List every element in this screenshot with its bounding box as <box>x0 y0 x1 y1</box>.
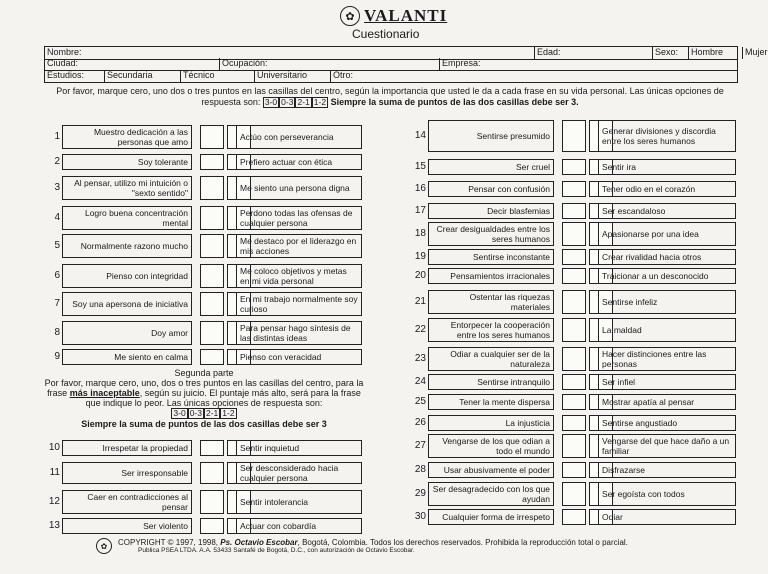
score-box-left[interactable] <box>200 125 224 149</box>
score-box-left[interactable] <box>200 440 224 456</box>
ciudad-field[interactable]: Ciudad: <box>45 58 220 70</box>
otro-field[interactable]: Otro: <box>333 70 354 80</box>
item-left-phrase: Cualquier forma de irrespeto <box>428 509 554 525</box>
footer-copyright: COPYRIGHT © 1997, 1998, <box>118 538 219 547</box>
estudios-label: Estudios: <box>45 70 105 82</box>
item-right-phrase: Apasionarse por una idea <box>598 222 736 246</box>
item-right-phrase: Generar divisiones y discordia entre los seres humanos <box>598 120 736 152</box>
footer-author: Ps. Octavio Escobar <box>220 538 298 547</box>
item-left-phrase: Ser cruel <box>428 159 554 175</box>
ocupacion-field[interactable]: Ocupación: <box>220 58 440 70</box>
item-right-phrase: Hacer distinciones entre las personas <box>598 347 736 371</box>
secundaria-option[interactable]: Secundaria <box>105 70 181 82</box>
score-box-left[interactable] <box>200 292 224 316</box>
item-number: 1 <box>54 131 60 142</box>
item-right-phrase: Sentir intolerancia <box>236 490 362 514</box>
item-number: 5 <box>54 240 60 251</box>
item-number: 29 <box>414 488 426 499</box>
item-right-phrase: Me coloco objetivos y metas en mi vida personal <box>236 264 362 288</box>
hombre-option[interactable]: Hombre <box>689 47 743 59</box>
item-left-phrase: Pensamientos irracionales <box>428 268 554 284</box>
item-left-phrase: Tener la mente dispersa <box>428 394 554 410</box>
item-number: 27 <box>414 440 426 451</box>
footer <box>96 538 628 554</box>
universitario-option[interactable]: Universitario <box>255 70 331 82</box>
item-right-phrase: Pienso con veracidad <box>236 349 362 365</box>
option2-1-2: 1-2 <box>222 408 235 418</box>
item-number: 24 <box>414 376 426 387</box>
score-box-left[interactable] <box>200 462 224 484</box>
edad-field[interactable]: Edad: <box>535 47 653 59</box>
item-number: 21 <box>414 296 426 307</box>
score-box-left[interactable] <box>200 264 224 288</box>
footer-publisher: Publica PSEA LTDA. A.A. 53433 Santafé de Bogotá, D.C., con autorización de Octavio Escobar. <box>138 547 415 554</box>
item-right-phrase: Actuar con cobardía <box>236 518 362 534</box>
item-number: 22 <box>414 324 426 335</box>
option-1-2: 1-2 <box>313 97 327 107</box>
nombre-field[interactable]: Nombre: <box>45 47 535 59</box>
item-right-phrase: Para pensar hago síntesis de las distintas ideas <box>236 321 362 345</box>
item-right-phrase: Vengarse del que hace daño a un familiar <box>598 434 736 458</box>
item-number: 4 <box>54 212 60 223</box>
score-box-left[interactable] <box>200 234 224 258</box>
item-number: 19 <box>414 251 426 262</box>
item-left-phrase: Ser violento <box>62 518 192 534</box>
item-left-phrase: Me siento en calma <box>62 349 192 365</box>
item-right-phrase: En mi trabajo normalmente soy curioso <box>236 292 362 316</box>
score-box-left[interactable] <box>200 349 224 365</box>
score-box-left[interactable] <box>562 181 586 197</box>
item-left-phrase: Ser irresponsable <box>62 462 192 484</box>
score-box-left[interactable] <box>562 415 586 431</box>
score-box-left[interactable] <box>562 249 586 265</box>
part2-line-2b: más inaceptable <box>69 388 140 398</box>
item-left-phrase: Logro buena concentración mental <box>62 206 192 230</box>
item-number: 18 <box>414 228 426 239</box>
option-2-1: 2-1 <box>297 97 310 107</box>
logo <box>340 6 447 26</box>
item-left-phrase: Soy tolerante <box>62 154 192 170</box>
item-right-phrase: Prefiero actuar con ética <box>236 154 362 170</box>
item-right-phrase: Me siento una persona digna <box>236 176 362 200</box>
item-right-phrase: Odiar <box>598 509 736 525</box>
part2-instructions <box>36 368 372 429</box>
item-left-phrase: Normalmente razono mucho <box>62 234 192 258</box>
item-number: 11 <box>49 467 60 478</box>
sexo-label: Sexo: <box>653 47 689 59</box>
item-number: 17 <box>414 205 426 216</box>
score-box-left[interactable] <box>200 176 224 200</box>
item-left-phrase: Crear desigualdades entre los seres humanos <box>428 222 554 246</box>
part1-line-2: respuesta son: <box>201 97 261 107</box>
score-box-left[interactable] <box>562 290 586 314</box>
logo-emblem-icon: ✿ <box>340 6 360 26</box>
item-right-phrase: Disfrazarse <box>598 462 736 478</box>
item-right-phrase: Ser escandaloso <box>598 203 736 219</box>
item-right-phrase: Actúo con perseverancia <box>236 125 362 149</box>
part1-line-3: Siempre la suma de puntos de las dos casillas debe ser 3. <box>330 97 579 107</box>
item-number: 26 <box>414 417 426 428</box>
footer-rights: , Bogotá, Colombia. Todos los derechos reservados. Prohibida la reproducción total o parcial. <box>297 538 628 547</box>
item-left-phrase: Odiar a cualquier ser de la naturaleza <box>428 347 554 371</box>
item-left-phrase: Irrespetar la propiedad <box>62 440 192 456</box>
part2-line-1: Por favor, marque cero, uno, dos o tres puntos en las casillas del centro, para la <box>44 378 364 388</box>
item-right-phrase: Perdono todas las ofensas de cualquier persona <box>236 206 362 230</box>
item-right-phrase: Mostrar apatía al pensar <box>598 394 736 410</box>
item-left-phrase: Doy amor <box>62 321 192 345</box>
tecnico-option[interactable]: Técnico <box>181 70 255 82</box>
part2-line-2a: frase <box>47 388 68 398</box>
header-row-3 <box>44 70 738 83</box>
empresa-field[interactable]: Empresa: <box>442 58 481 68</box>
score-box-left[interactable] <box>200 154 224 170</box>
item-number: 23 <box>414 353 426 364</box>
item-right-phrase: Me destaco por el liderazgo en mis acciones <box>236 234 362 258</box>
part2-line-2c: , según su juicio. El puntaje más alto, será para la frase <box>139 388 361 398</box>
item-right-phrase: Ser desconsiderado hacia cualquier persona <box>236 462 362 484</box>
score-box-left[interactable] <box>562 120 586 152</box>
score-box-left[interactable] <box>200 206 224 230</box>
page-title: Cuestionario <box>352 27 420 41</box>
item-number: 3 <box>54 182 60 193</box>
part2-line-3: que indique lo peor. Las únicas opciones de respuesta son: <box>85 398 323 408</box>
item-right-phrase: Sentirse infeliz <box>598 290 736 314</box>
item-left-phrase: Decir blasfemias <box>428 203 554 219</box>
item-right-phrase: Sentirse angustiado <box>598 415 736 431</box>
score-box-left[interactable] <box>562 203 586 219</box>
item-left-phrase: La injusticia <box>428 415 554 431</box>
item-left-phrase: Soy una apersona de iniciativa <box>62 292 192 316</box>
option2-3-0: 3-0 <box>173 408 186 418</box>
item-left-phrase: Pienso con integridad <box>62 264 192 288</box>
logo-text: VALANTI <box>364 6 448 25</box>
score-box-left[interactable] <box>562 159 586 175</box>
score-box-left[interactable] <box>562 268 586 284</box>
item-number: 13 <box>48 520 60 531</box>
option-0-3: 0-3 <box>281 97 294 107</box>
score-box-left[interactable] <box>562 462 586 478</box>
item-left-phrase: Vengarse de los que odian a todo el mundo <box>428 434 554 458</box>
score-box-left[interactable] <box>562 374 586 390</box>
copyright-emblem-icon: ✿ <box>96 538 112 554</box>
item-right-phrase: Sentir ira <box>598 159 736 175</box>
item-left-phrase: Usar abusivamente el poder <box>428 462 554 478</box>
item-number: 20 <box>414 270 426 281</box>
item-left-phrase: Entorpecer la cooperación entre los seres humanos <box>428 318 554 342</box>
score-box-left[interactable] <box>562 394 586 410</box>
item-number: 12 <box>48 496 60 507</box>
item-number: 15 <box>414 161 426 172</box>
item-left-phrase: Caer en contradicciones al pensar <box>62 490 192 514</box>
item-left-phrase: Sentirse presumido <box>428 120 554 152</box>
item-number: 14 <box>414 130 426 141</box>
score-box-left[interactable] <box>562 222 586 246</box>
item-number: 6 <box>54 270 60 281</box>
score-box-left[interactable] <box>200 490 224 514</box>
item-left-phrase: Ser desagradecido con los que ayudan <box>428 482 554 506</box>
item-right-phrase: Traicionar a un desconocido <box>598 268 736 284</box>
part1-line-1: Por favor, marque cero, uno dos o tres puntos en las casillas del centro, según la importancia que usted le da a cada frase en su vida personal. Las únicas opciones de <box>56 86 724 96</box>
item-right-phrase: Sentir inquietud <box>236 440 362 456</box>
score-box-left[interactable] <box>562 509 586 525</box>
option-3-0: 3-0 <box>264 97 278 107</box>
item-number: 8 <box>54 327 60 338</box>
item-right-phrase: Ser egoísta con todos <box>598 482 736 506</box>
score-box-left[interactable] <box>562 347 586 371</box>
item-left-phrase: Pensar con confusión <box>428 181 554 197</box>
item-right-phrase: Ser infiel <box>598 374 736 390</box>
item-left-phrase: Muestro dedicación a las personas que amo <box>62 125 192 149</box>
score-box-left[interactable] <box>200 321 224 345</box>
item-right-phrase: Tener odio en el corazón <box>598 181 736 197</box>
item-right-phrase: La maldad <box>598 318 736 342</box>
item-right-phrase: Crear rivalidad hacia otros <box>598 249 736 265</box>
item-number: 2 <box>54 156 60 167</box>
option2-2-1: 2-1 <box>206 408 219 418</box>
item-number: 28 <box>414 464 426 475</box>
item-number: 16 <box>414 183 426 194</box>
item-left-phrase: Sentirse inconstante <box>428 249 554 265</box>
item-number: 9 <box>54 351 60 362</box>
item-left-phrase: Sentirse intranquilo <box>428 374 554 390</box>
score-box-left[interactable] <box>562 482 586 506</box>
item-number: 10 <box>48 442 60 453</box>
item-number: 7 <box>54 298 60 309</box>
score-box-left[interactable] <box>562 434 586 458</box>
item-number: 25 <box>414 396 426 407</box>
item-left-phrase: Al pensar, utilizo mi intuición o "sexto sentido" <box>62 176 192 200</box>
item-left-phrase: Ostentar las riquezas materiales <box>428 290 554 314</box>
part2-title: Segunda parte <box>174 368 234 378</box>
option2-0-3: 0-3 <box>189 408 202 418</box>
score-box-left[interactable] <box>200 518 224 534</box>
mujer-option[interactable]: Mujer <box>745 47 768 57</box>
item-number: 30 <box>414 511 426 522</box>
score-box-left[interactable] <box>562 318 586 342</box>
part1-instructions <box>40 86 740 108</box>
part2-line-4: Siempre la suma de puntos de las dos casillas debe ser 3 <box>81 419 327 429</box>
